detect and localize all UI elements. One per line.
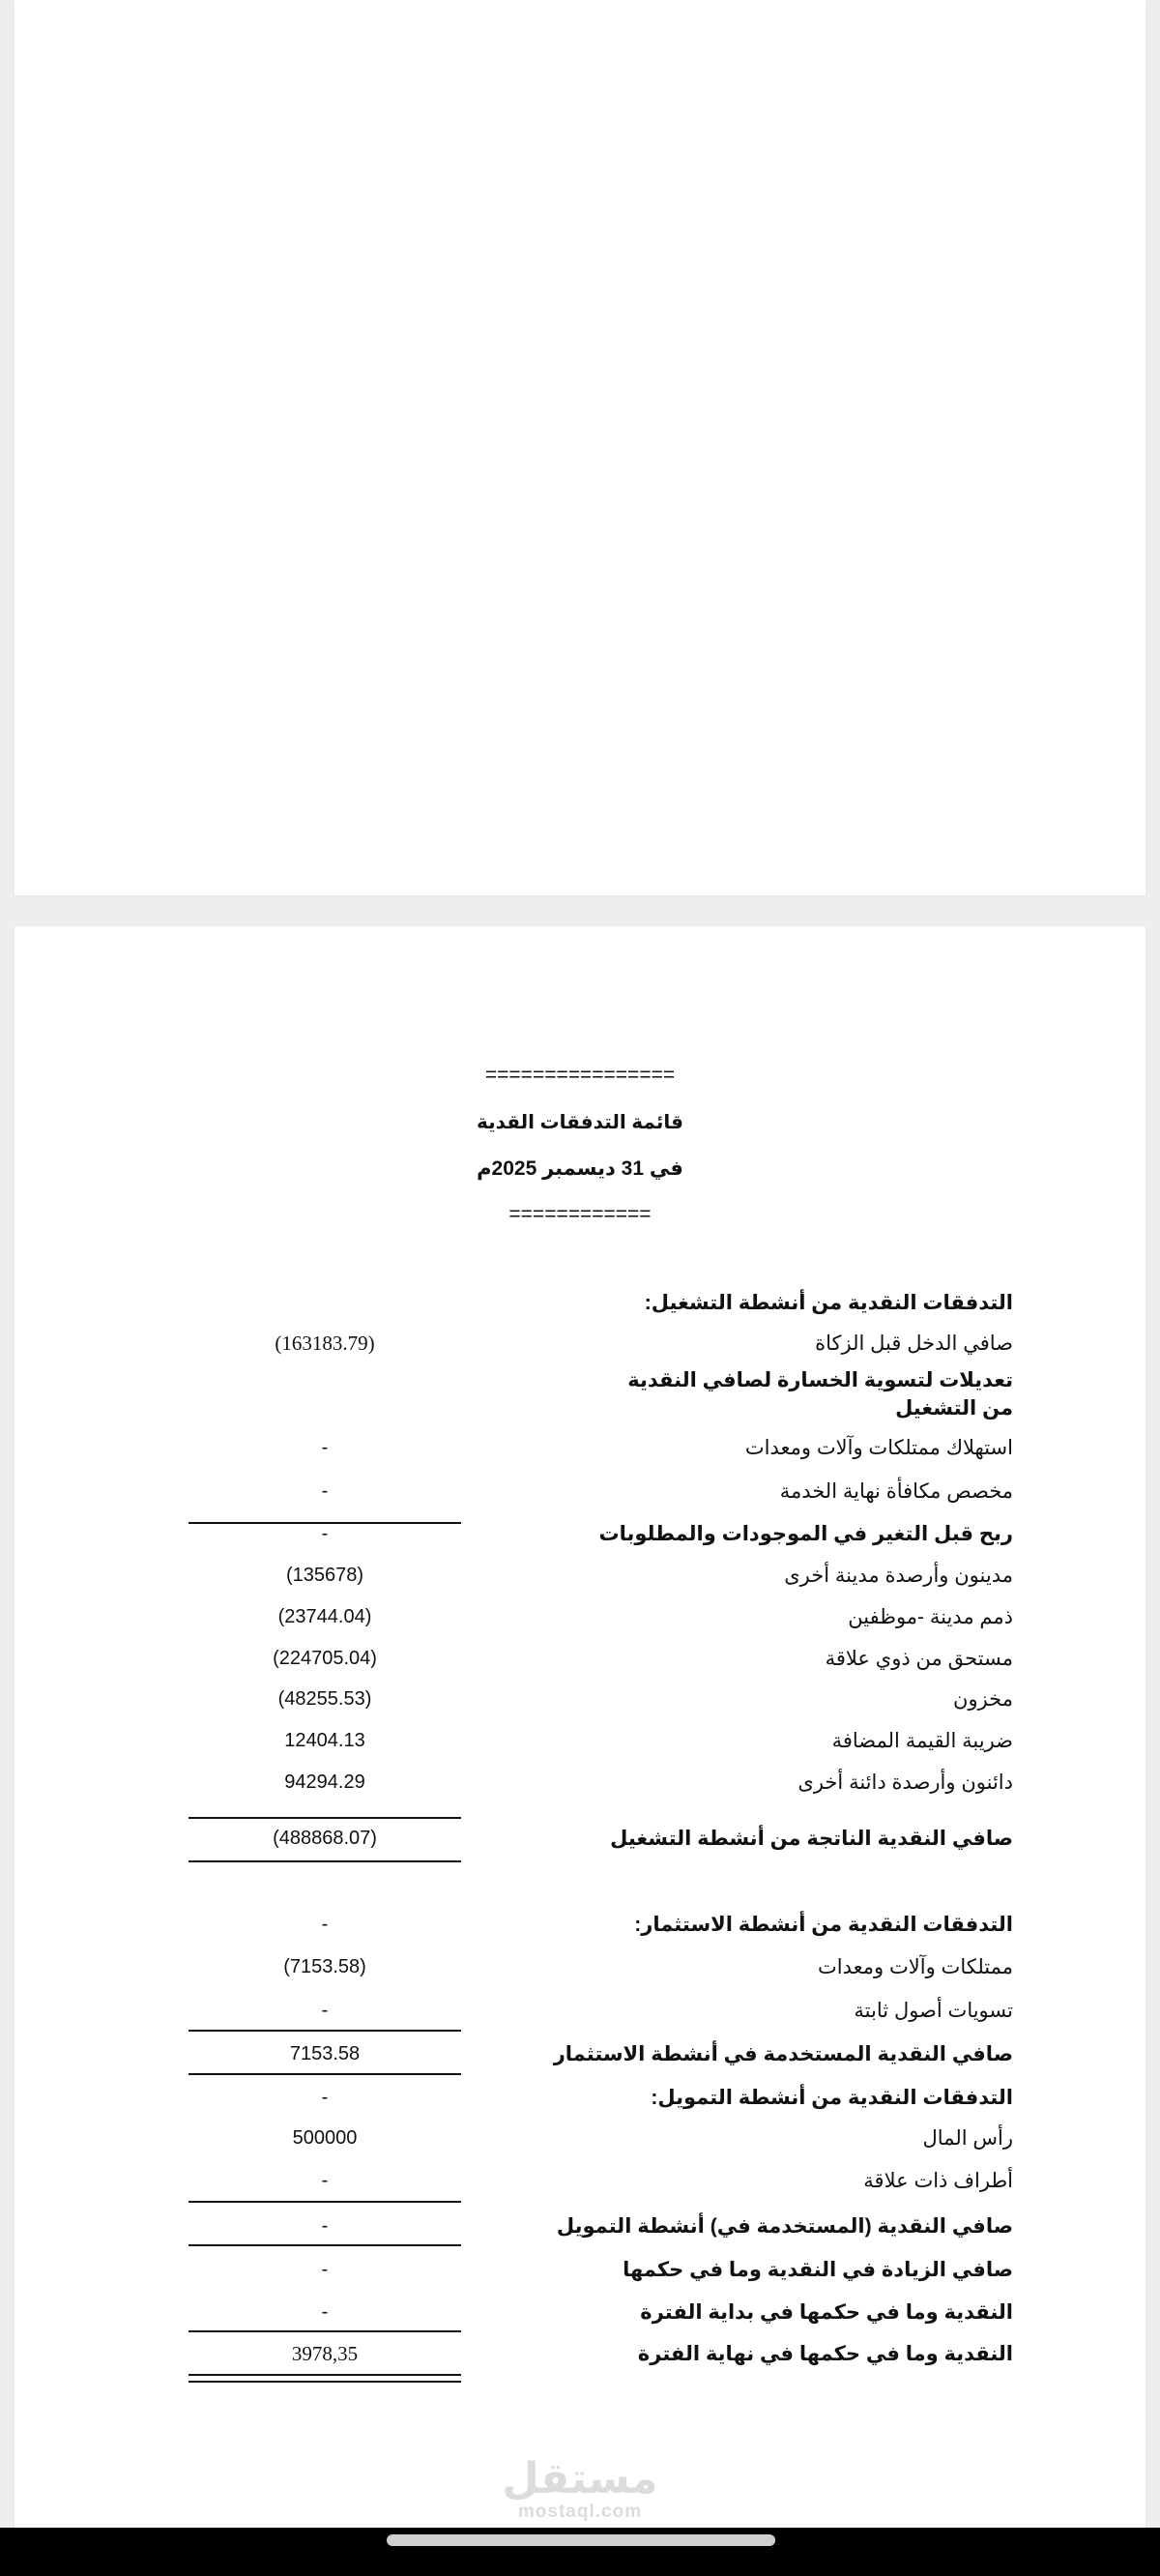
subtotal-rule	[188, 1860, 461, 1862]
row-label: استهلاك ممتلكات وآلات ومعدات	[744, 1437, 1013, 1459]
row-label: دائنون وأرصدة دائنة أخرى	[798, 1771, 1013, 1794]
row-value: (488868.07)	[273, 1828, 377, 1849]
cash-beginning-of-period-row	[14, 2293, 1146, 2333]
row-value: -	[321, 1523, 329, 1544]
row-value: (23744.04)	[277, 1606, 372, 1627]
statement-title: قائمة التدفقات القدية	[477, 1112, 683, 1133]
subtotal-rule	[188, 2201, 461, 2203]
statement-date: في 31 ديسمبر 2025م	[477, 1157, 683, 1180]
net-increase-in-cash-row	[14, 2250, 1146, 2291]
decorative-separator-top: ================	[484, 1064, 676, 1086]
adjustments-heading-row	[14, 1364, 1146, 1422]
row-label: ربح قبل التغير في الموجودات والمطلوبات	[598, 1523, 1013, 1545]
row-label: ذمم مدينة -موظفين	[848, 1606, 1013, 1628]
subtotal-rule	[188, 2330, 461, 2332]
section-operating-heading-row	[14, 1283, 1146, 1324]
profit-before-changes-row	[14, 1514, 1146, 1555]
row-label: تسويات أصول ثابتة	[854, 2000, 1013, 2022]
home-indicator[interactable]	[387, 2534, 775, 2546]
capital-row	[14, 2119, 1146, 2159]
row-label: رأس المال	[922, 2127, 1013, 2150]
section-investing-heading-row	[14, 1905, 1146, 1946]
row-value: (48255.53)	[277, 1688, 372, 1710]
section-financing-heading-row	[14, 2078, 1146, 2119]
row-value: -	[321, 1437, 329, 1458]
row-value: -	[321, 2301, 329, 2323]
fixed-asset-adjustments-row	[14, 1991, 1146, 2032]
debtors-row	[14, 1556, 1146, 1596]
row-value: (135678)	[285, 1565, 364, 1586]
vat-row	[14, 1721, 1146, 1762]
related-parties-due-row	[14, 1639, 1146, 1680]
row-value: 12404.13	[284, 1730, 365, 1751]
watermark	[0, 2456, 1160, 2522]
row-label: مستحق من ذوي علاقة	[825, 1648, 1013, 1670]
row-value: -	[321, 1914, 329, 1935]
total-double-rule	[188, 2374, 461, 2383]
row-value: 3978,35	[291, 2342, 359, 2365]
row-label: النقدية وما في حكمها في نهاية الفترة	[637, 2343, 1013, 2365]
row-value: (7153.58)	[283, 1956, 366, 1977]
row-value: -	[321, 2000, 329, 2021]
row-label: صافي الزيادة في النقدية وما في حكمها	[623, 2259, 1013, 2281]
row-value: -	[321, 2087, 329, 2108]
row-label: التدفقات النقدية من أنشطة التمويل:	[651, 2087, 1013, 2109]
depreciation-row	[14, 1428, 1146, 1469]
ppe-purchase-row	[14, 1947, 1146, 1988]
row-label: النقدية وما في حكمها في بداية الفترة	[640, 2301, 1013, 2324]
subtotal-rule	[188, 2244, 461, 2246]
cash-flow-statement-page	[14, 926, 1146, 2528]
row-label: مدينون وأرصدة مدينة أخرى	[784, 1565, 1013, 1587]
net-investing-cash-row	[14, 2034, 1146, 2075]
row-value: (224705.04)	[273, 1648, 377, 1669]
inventory-row	[14, 1680, 1146, 1720]
employee-receivables-row	[14, 1597, 1146, 1638]
row-label: مخزون	[953, 1688, 1013, 1711]
row-value: -	[321, 2215, 329, 2237]
cash-end-of-period-row	[14, 2334, 1146, 2375]
row-value: -	[321, 2170, 329, 2191]
blank-page	[14, 0, 1146, 895]
row-value: -	[321, 2259, 329, 2280]
row-label: صافي النقدية الناتجة من أنشطة التشغيل	[610, 1828, 1013, 1850]
row-label: ممتلكات وآلات ومعدات	[818, 1956, 1013, 1978]
row-label: أطراف ذات علاقة	[863, 2170, 1013, 2192]
row-label: ضريبة القيمة المضافة	[831, 1730, 1013, 1752]
row-value: -	[321, 1480, 329, 1502]
end-of-service-provision-row	[14, 1472, 1146, 1512]
watermark-arabic: مستقل	[502, 2455, 658, 2503]
subtotal-rule	[188, 2030, 461, 2032]
watermark-latin: mostaql.com	[517, 2502, 643, 2522]
row-label: التدفقات النقدية من أنشطة التشغيل:	[644, 1292, 1013, 1314]
row-label: التدفقات النقدية من أنشطة الاستثمار:	[634, 1914, 1013, 1936]
net-operating-cash-row	[14, 1819, 1146, 1859]
row-label: تعديلات لتسوية الخسارة لصافي النقدية من التشغيل	[627, 1369, 1013, 1420]
row-label: صافي النقدية المستخدمة في أنشطة الاستثمار	[553, 2043, 1013, 2065]
net-income-before-zakat-row	[14, 1324, 1146, 1364]
related-parties-row	[14, 2161, 1146, 2202]
creditors-row	[14, 1763, 1146, 1803]
row-label: مخصص مكافأة نهاية الخدمة	[779, 1480, 1013, 1503]
decorative-separator-bottom: ============	[508, 1203, 652, 1225]
net-financing-cash-row	[14, 2207, 1146, 2247]
row-label: صافي النقدية (المستخدمة في) أنشطة التمويل	[556, 2215, 1013, 2238]
row-value: 7153.58	[289, 2043, 361, 2064]
subtotal-rule	[188, 2073, 461, 2075]
row-value: 500000	[292, 2127, 358, 2149]
row-value: (163183.79)	[275, 1332, 375, 1355]
row-label: صافي الدخل قبل الزكاة	[815, 1332, 1013, 1355]
row-value: 94294.29	[284, 1771, 365, 1793]
